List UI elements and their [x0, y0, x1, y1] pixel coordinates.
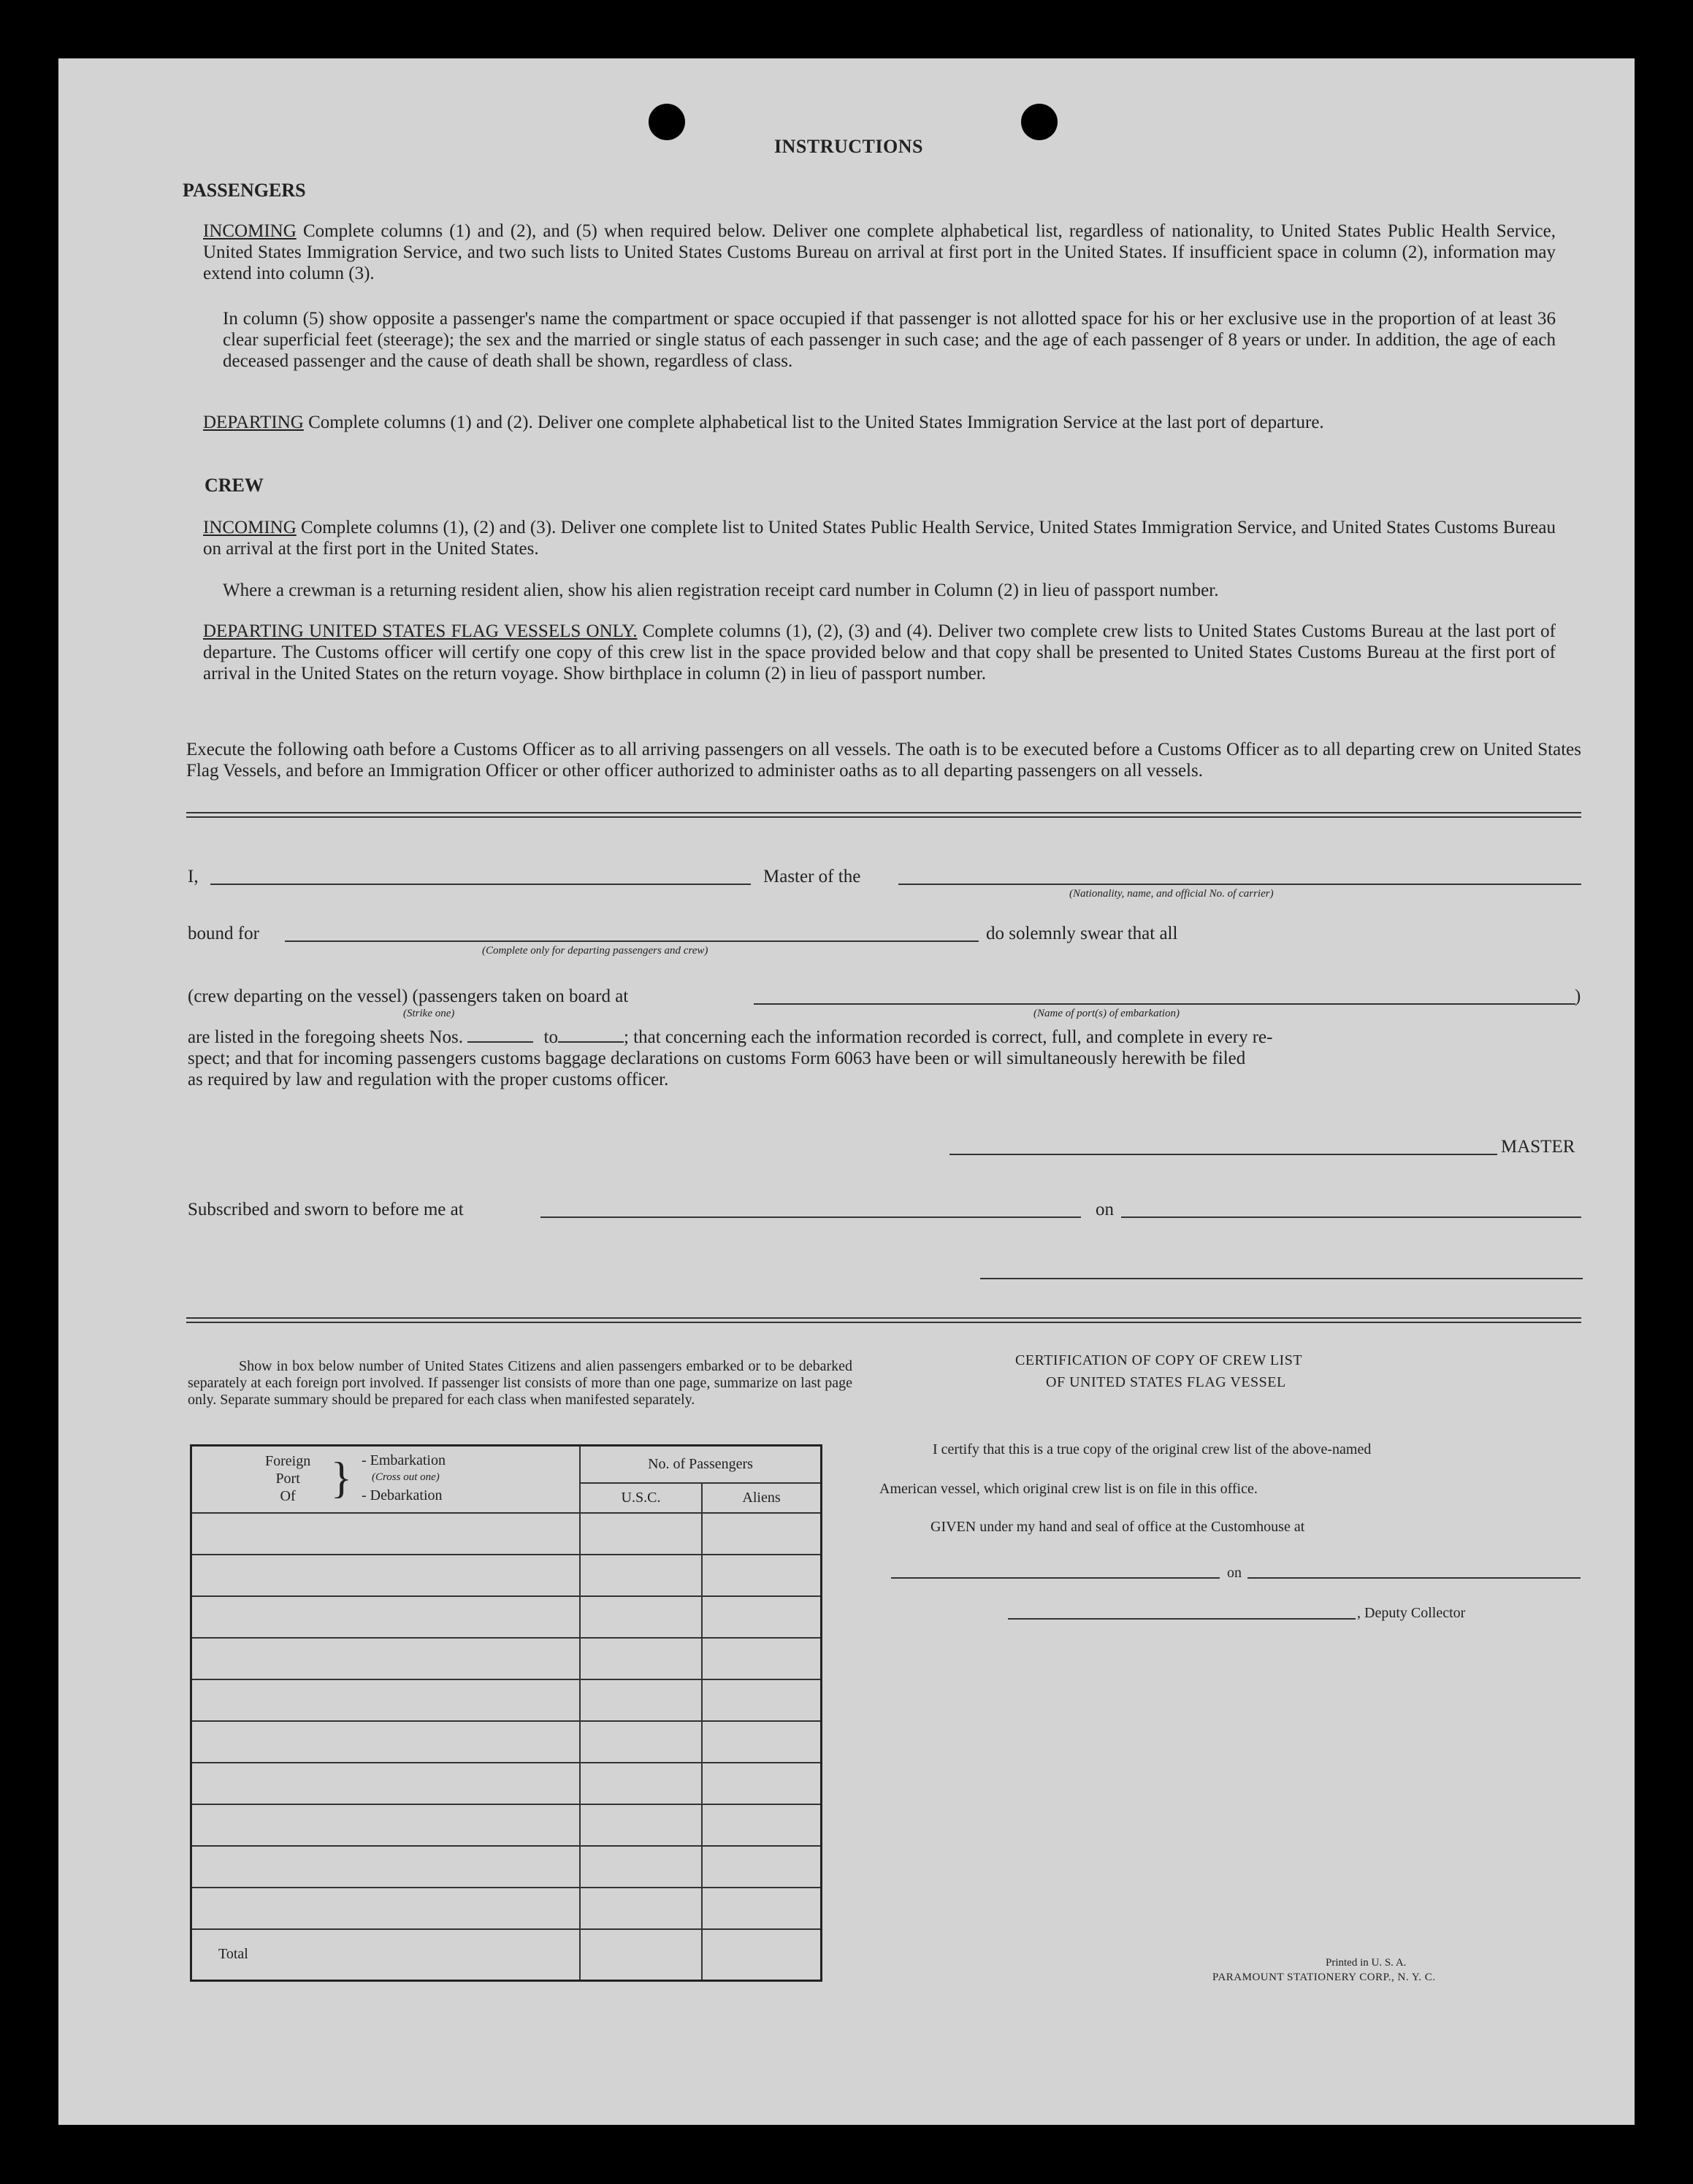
usc-cell[interactable] [580, 1679, 702, 1721]
aliens-cell[interactable] [702, 1596, 822, 1638]
master-signature-field[interactable] [949, 1154, 1497, 1155]
cross-out-hint: (Cross out one) [372, 1471, 440, 1483]
master-label: MASTER [1501, 1137, 1575, 1157]
listed-text-b: ; that concerning each the information recorded is correct, full, and complete in every re- [623, 1027, 1273, 1047]
usc-cell[interactable] [580, 1638, 702, 1679]
aliens-cell[interactable] [702, 1555, 822, 1596]
oath-i-label: I, [188, 867, 199, 886]
crew-incoming-text: Complete columns (1), (2) and (3). Deliver one complete list to United States Public Health Service, United States Immigration Service, and United States Customs Bureau on arrival at the first port in the United States. [203, 518, 1556, 559]
total-aliens-cell[interactable] [702, 1929, 822, 1980]
passengers-incoming-paragraph [203, 221, 1556, 284]
departing-term: DEPARTING [203, 413, 304, 432]
port-cell[interactable] [191, 1679, 581, 1721]
aliens-cell[interactable] [702, 1846, 822, 1888]
no-passengers-header: No. of Passengers [580, 1446, 822, 1483]
aliens-cell[interactable] [702, 1513, 822, 1555]
column5-paragraph: In column (5) show opposite a passenger's name the compartment or space occupied if that passenger is not allotted space for his or her exclusive use in the proportion of at least 36 clear superficial feet (steerage); the sex and the married or single status of each passenger in such case; and the age of each passenger of 8 years or under. In addition, the age of each deceased passenger and the cause of death shall be shown, regardless of class. [223, 309, 1556, 371]
oath-intro: Execute the following oath before a Customs Officer as to all arriving passengers on all vessels. The oath is to be executed before a Customs Officer as to all departing crew on United States Flag Vessels, and before an Immigration Officer or other officer authorized to administer oaths as to all departing passengers on all vessels. [186, 740, 1581, 781]
oath-divider [186, 812, 1581, 818]
bound-for-label: bound for [188, 924, 259, 943]
certification-title-2: OF UNITED STATES FLAG VESSEL [1046, 1374, 1286, 1390]
aliens-cell[interactable] [702, 1679, 822, 1721]
certification-on-label: on [1227, 1565, 1242, 1581]
crew-departing-label: (crew departing on the vessel) (passengers taken on board at [188, 986, 629, 1006]
subscribed-place-field[interactable] [540, 1216, 1081, 1218]
crew-heading: CREW [205, 475, 264, 496]
incoming-term: INCOMING [203, 221, 297, 241]
certify-line-1: I certify that this is a true copy of the original crew list of the above-named [933, 1441, 1372, 1457]
sheets-to-label: to [543, 1027, 558, 1047]
usc-cell[interactable] [580, 1513, 702, 1555]
aliens-cell[interactable] [702, 1804, 822, 1846]
subscribed-label: Subscribed and sworn to before me at [188, 1200, 464, 1219]
punch-hole-left [649, 104, 685, 140]
ports-hint: (Name of port(s) of embarkation) [1033, 1008, 1180, 1019]
deputy-signature-field[interactable] [1008, 1618, 1356, 1620]
incoming-text: Complete columns (1) and (2), and (5) when required below. Deliver one complete alphabetical list, regardless of nationality, to United States Public Health Service, United States Immigration Service, and two such lists to United States Customs Bureau on arrival at first port in the United States. If insufficient space in column (2), information may extend into column (3). [203, 221, 1556, 283]
total-label: Total [218, 1946, 248, 1963]
summary-instructions: Show in box below number of United States Citizens and alien passengers embarked or to be debarked separately at each foreign port involved. If passenger list consists of more than one page, summarize on last page only. Separate summary should be prepared for each class when manifested separately. [188, 1358, 852, 1408]
vessel-name-field[interactable] [898, 884, 1581, 885]
master-of-the-label: Master of the [763, 867, 861, 886]
bound-for-hint: (Complete only for departing passengers and crew) [482, 945, 708, 957]
punch-hole-right [1021, 104, 1058, 140]
form-sheet [58, 58, 1635, 2125]
master-name-field[interactable] [210, 884, 751, 885]
usc-cell[interactable] [580, 1763, 702, 1804]
passenger-summary-table [190, 1444, 822, 1982]
usc-cell[interactable] [580, 1721, 702, 1763]
usc-cell[interactable] [580, 1888, 702, 1929]
sheets-label: are listed in the foregoing sheets Nos. [188, 1027, 463, 1047]
usc-cell[interactable] [580, 1804, 702, 1846]
printer-name: PARAMOUNT STATIONERY CORP., N. Y. C. [1212, 1972, 1436, 1983]
certification-date-field[interactable] [1247, 1577, 1581, 1579]
swear-label: do solemnly swear that all [986, 924, 1178, 943]
aliens-cell[interactable] [702, 1638, 822, 1679]
strike-one-hint: (Strike one) [403, 1008, 455, 1019]
aliens-header: Aliens [702, 1483, 822, 1513]
close-paren: ) [1575, 986, 1581, 1006]
crew-departing-paragraph [203, 621, 1556, 684]
usc-header: U.S.C. [580, 1483, 702, 1513]
crew-incoming-paragraph [203, 517, 1556, 559]
port-cell[interactable] [191, 1638, 581, 1679]
officer-signature-field[interactable] [980, 1278, 1583, 1279]
sheets-from-field[interactable] [467, 1027, 533, 1043]
aliens-cell[interactable] [702, 1888, 822, 1929]
port-cell[interactable] [191, 1555, 581, 1596]
page-title: INSTRUCTIONS [774, 136, 923, 157]
passengers-departing-paragraph [203, 412, 1556, 433]
passengers-heading: PASSENGERS [183, 180, 306, 201]
sheets-to-field[interactable] [558, 1027, 624, 1043]
crew-departing-text: Complete columns (1), (2), (3) and (4). Deliver two complete crew lists to United States Customs Bureau at the last port of departure. The Customs officer will certify one copy of this crew list in the space provided below and that copy shall be presented to United States Customs Bureau at the first port of arrival in the United States on the return voyage. Show birthplace in column (2) in lieu of passport number. [203, 621, 1556, 683]
port-cell[interactable] [191, 1804, 581, 1846]
listed-line-1 [188, 1027, 1583, 1048]
aliens-cell[interactable] [702, 1763, 822, 1804]
debarkation-label: - Debarkation [362, 1487, 443, 1503]
deputy-collector-label: , Deputy Collector [1357, 1605, 1466, 1621]
certification-title-1: CERTIFICATION OF COPY OF CREW LIST [1015, 1352, 1303, 1368]
embarkation-port-field[interactable] [754, 1003, 1575, 1005]
port-cell[interactable] [191, 1721, 581, 1763]
subscribed-date-field[interactable] [1121, 1216, 1581, 1218]
total-label-cell [191, 1929, 581, 1980]
port-cell[interactable] [191, 1513, 581, 1555]
departing-text: Complete columns (1) and (2). Deliver one complete alphabetical list to the United States Immigration Service at the last port of departure. [303, 413, 1324, 432]
port-cell[interactable] [191, 1888, 581, 1929]
bound-for-field[interactable] [285, 940, 979, 942]
nationality-hint: (Nationality, name, and official No. of carrier) [1069, 888, 1274, 900]
port-cell[interactable] [191, 1846, 581, 1888]
usc-cell[interactable] [580, 1555, 702, 1596]
given-line: GIVEN under my hand and seal of office at the Customhouse at [930, 1519, 1305, 1535]
brace-icon: } [331, 1454, 352, 1502]
foreign-port-label: Foreign Port Of [265, 1453, 311, 1504]
listed-line-2: spect; and that for incoming passengers customs baggage declarations on customs Form 6063 have been or will simultaneously herewith be filed [188, 1049, 1246, 1068]
printed-in-usa: Printed in U. S. A. [1326, 1957, 1407, 1969]
resident-alien-paragraph: Where a crewman is a returning resident alien, show his alien registration receipt card number in Column (2) in lieu of passport number. [223, 581, 1219, 600]
usc-cell[interactable] [580, 1596, 702, 1638]
crew-incoming-term: INCOMING [203, 518, 297, 537]
listed-line-3: as required by law and regulation with the proper customs officer. [188, 1070, 669, 1089]
crew-departing-term: DEPARTING UNITED STATES FLAG VESSELS ONLY. [203, 621, 638, 641]
port-header-cell [191, 1446, 581, 1514]
customhouse-field[interactable] [891, 1577, 1220, 1579]
total-usc-cell[interactable] [580, 1929, 702, 1980]
certify-line-2: American vessel, which original crew list is on file in this office. [879, 1481, 1258, 1497]
embarkation-label: - Embarkation [362, 1452, 446, 1468]
aliens-cell[interactable] [702, 1721, 822, 1763]
port-cell[interactable] [191, 1596, 581, 1638]
bottom-divider [186, 1317, 1581, 1323]
port-cell[interactable] [191, 1763, 581, 1804]
subscribed-on-label: on [1096, 1200, 1114, 1219]
usc-cell[interactable] [580, 1846, 702, 1888]
